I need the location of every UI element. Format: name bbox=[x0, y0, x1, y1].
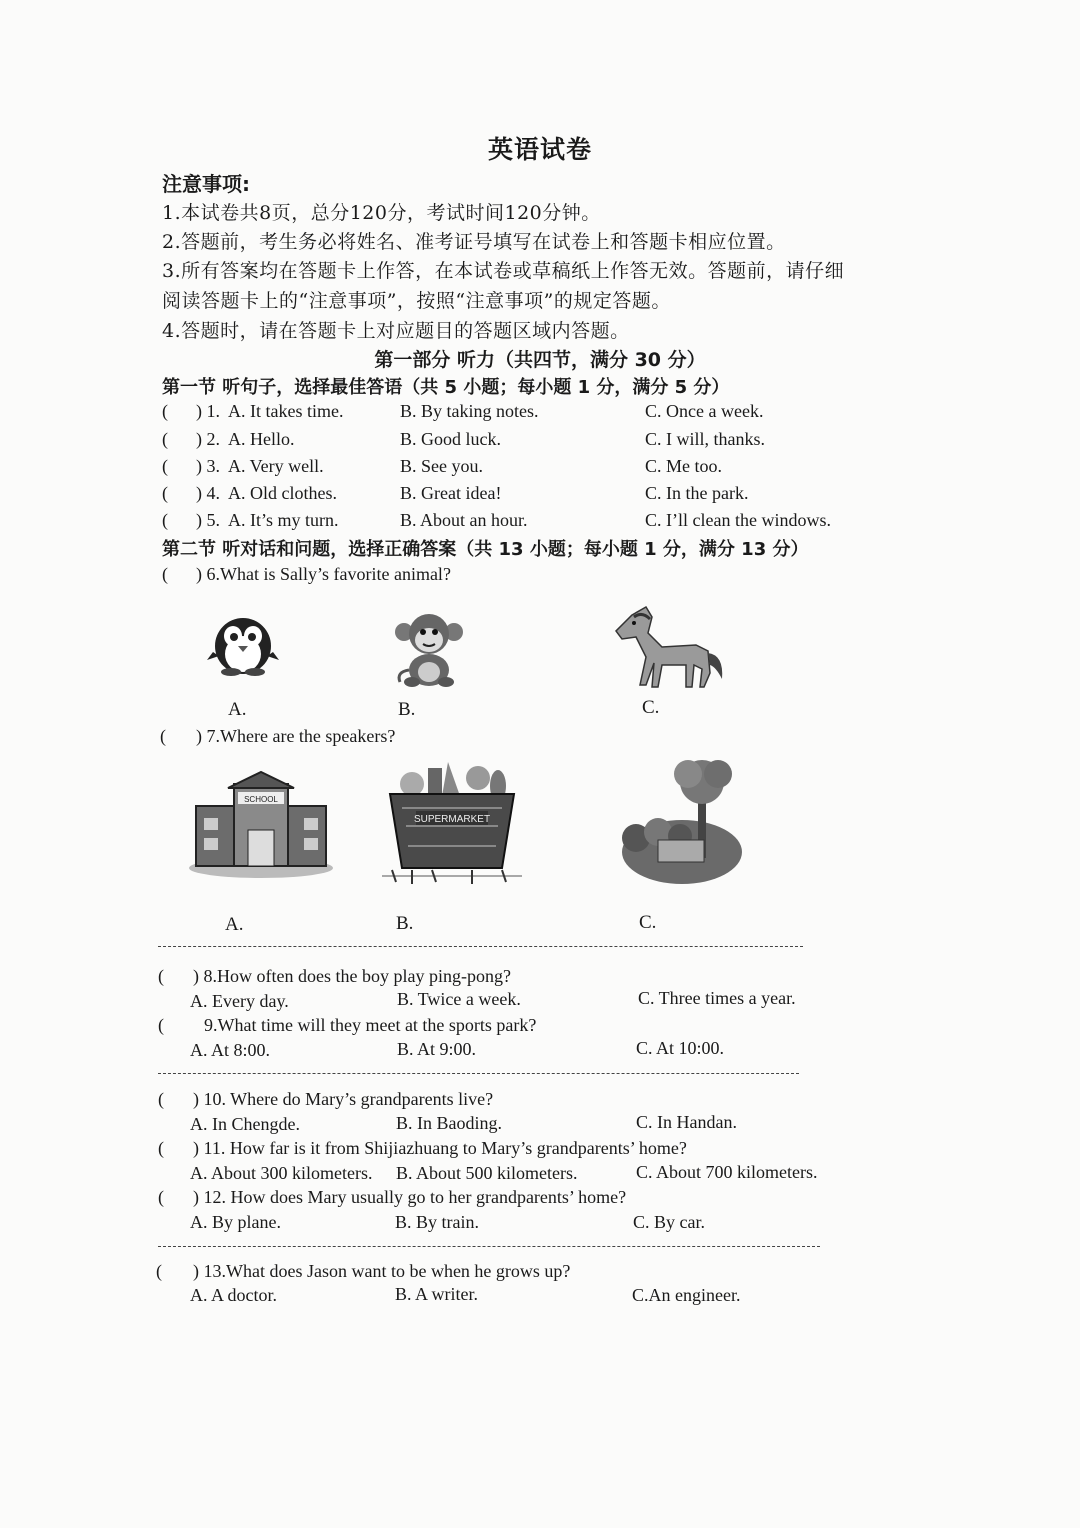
penguin-icon bbox=[205, 606, 281, 676]
q10-option-a: A. In Chengde. bbox=[190, 1114, 300, 1134]
option-a: A. Old clothes. bbox=[228, 483, 337, 503]
q6-label-c: C. bbox=[642, 697, 660, 718]
q13-option-b: B. A writer. bbox=[395, 1284, 479, 1304]
q10-option-c: C. In Handan. bbox=[636, 1112, 737, 1132]
page-title: 英语试卷 bbox=[487, 135, 592, 164]
q8-option-b: B. Twice a week. bbox=[397, 989, 521, 1009]
answer-paren[interactable]: ( bbox=[158, 1187, 164, 1207]
q9-option-a: A. At 8:00. bbox=[190, 1040, 271, 1060]
q9-option-c: C. At 10:00. bbox=[636, 1038, 725, 1058]
q10-option-b: B. In Baoding. bbox=[396, 1113, 502, 1133]
q13-option-a: A. A doctor. bbox=[190, 1285, 278, 1305]
q12-option-c: C. By car. bbox=[633, 1212, 705, 1232]
option-b: B. See you. bbox=[400, 456, 483, 476]
option-a: A. It takes time. bbox=[228, 401, 344, 421]
question-10-text: ) 10. Where do Mary’s grandparents live? bbox=[193, 1089, 494, 1109]
option-c: C. Once a week. bbox=[645, 401, 764, 421]
q12-option-b: B. By train. bbox=[395, 1212, 479, 1232]
answer-paren[interactable]: ( bbox=[160, 726, 166, 746]
answer-paren[interactable]: ( bbox=[158, 966, 164, 986]
question-7-text: ) 7.Where are the speakers? bbox=[196, 726, 396, 746]
q11-option-b: B. About 500 kilometers. bbox=[396, 1163, 578, 1183]
option-b: B. About an hour. bbox=[400, 510, 528, 530]
q8-option-c: C. Three times a year. bbox=[638, 988, 796, 1008]
divider bbox=[158, 1073, 799, 1074]
part1-heading: 第一部分 听力（共四节，满分 30 分） bbox=[374, 349, 706, 371]
option-a: A. It’s my turn. bbox=[228, 510, 339, 530]
q6-label-a: A. bbox=[228, 699, 247, 720]
divider bbox=[158, 1246, 820, 1247]
notice-item-3: 3.所有答案均在答题卡上作答，在本试卷或草稿纸上作答无效。答题前，请仔细 bbox=[162, 260, 845, 282]
q11-option-a: A. About 300 kilometers. bbox=[190, 1163, 373, 1183]
question-13-text: ) 13.What does Jason want to be when he grows up? bbox=[193, 1261, 571, 1281]
notice-item-2: 2.答题前，考生务必将姓名、准考证号填写在试卷上和答题卡相应位置。 bbox=[162, 231, 786, 253]
answer-paren[interactable]: ( bbox=[162, 564, 168, 584]
answer-paren[interactable]: ( bbox=[158, 1089, 164, 1109]
answer-paren[interactable]: ( bbox=[162, 401, 168, 421]
option-c: C. Me too. bbox=[645, 456, 723, 476]
option-c: C. I’ll clean the windows. bbox=[645, 510, 831, 530]
q12-option-a: A. By plane. bbox=[190, 1212, 281, 1232]
section1-heading: 第一节 听句子，选择最佳答语（共 5 小题；每小题 1 分，满分 5 分） bbox=[162, 377, 730, 398]
question-number: ) 5. bbox=[196, 510, 220, 530]
school-sign: SCHOOL bbox=[244, 795, 278, 804]
question-number: ) 2. bbox=[196, 429, 220, 449]
option-b: B. Good luck. bbox=[400, 429, 501, 449]
answer-paren[interactable]: ( bbox=[162, 510, 168, 530]
answer-paren[interactable]: ( bbox=[162, 429, 168, 449]
monkey-icon bbox=[392, 612, 466, 688]
option-b: B. Great idea! bbox=[400, 483, 502, 503]
notice-item-1: 1.本试卷共8页，总分120分，考试时间120分钟。 bbox=[162, 202, 601, 224]
option-c: C. I will, thanks. bbox=[645, 429, 765, 449]
notice-item-3-cont: 阅读答题卡上的“注意事项”，按照“注意事项”的规定答题。 bbox=[162, 290, 671, 312]
answer-paren[interactable]: ( bbox=[156, 1261, 162, 1281]
question-12-text: ) 12. How does Mary usually go to her grandparents’ home? bbox=[193, 1187, 627, 1207]
question-8-text: ) 8.How often does the boy play ping-pong? bbox=[193, 966, 511, 986]
market-sign: SUPERMARKET bbox=[413, 814, 491, 825]
option-b: B. By taking notes. bbox=[400, 401, 539, 421]
q11-option-c: C. About 700 kilometers. bbox=[636, 1162, 818, 1182]
q7-label-a: A. bbox=[225, 914, 244, 935]
school-icon bbox=[188, 768, 334, 880]
option-a: A. Hello. bbox=[228, 429, 295, 449]
q7-label-b: B. bbox=[396, 913, 414, 934]
supermarket-icon bbox=[382, 756, 522, 890]
divider bbox=[158, 946, 803, 947]
question-number: ) 3. bbox=[196, 456, 220, 476]
question-11-text: ) 11. How far is it from Shijiazhuang to Mary’s grandparents’ home? bbox=[193, 1138, 687, 1158]
question-number: ) 1. bbox=[196, 401, 220, 421]
q13-option-c: C.An engineer. bbox=[632, 1285, 741, 1305]
answer-paren[interactable]: ( bbox=[162, 456, 168, 476]
horse-icon bbox=[612, 603, 730, 689]
answer-paren[interactable]: ( bbox=[162, 483, 168, 503]
question-number: ) 4. bbox=[196, 483, 220, 503]
q6-label-b: B. bbox=[398, 699, 416, 720]
notice-item-4: 4.答题时，请在答题卡上对应题目的答题区域内答题。 bbox=[162, 320, 630, 342]
question-9-text: 9.What time will they meet at the sports park? bbox=[204, 1015, 537, 1035]
answer-paren[interactable]: ( bbox=[158, 1138, 164, 1158]
notice-heading: 注意事项: bbox=[162, 172, 250, 196]
question-6-text: ) 6.What is Sally’s favorite animal? bbox=[196, 564, 451, 584]
section2-heading: 第二节 听对话和问题，选择正确答案（共 13 小题；每小题 1 分，满分 13 分） bbox=[162, 539, 809, 560]
park-icon bbox=[618, 752, 746, 886]
q9-option-b: B. At 9:00. bbox=[397, 1039, 477, 1059]
q7-label-c: C. bbox=[639, 912, 657, 933]
q8-option-a: A. Every day. bbox=[190, 991, 289, 1011]
answer-paren[interactable]: ( bbox=[158, 1015, 164, 1035]
option-a: A. Very well. bbox=[228, 456, 324, 476]
option-c: C. In the park. bbox=[645, 483, 749, 503]
